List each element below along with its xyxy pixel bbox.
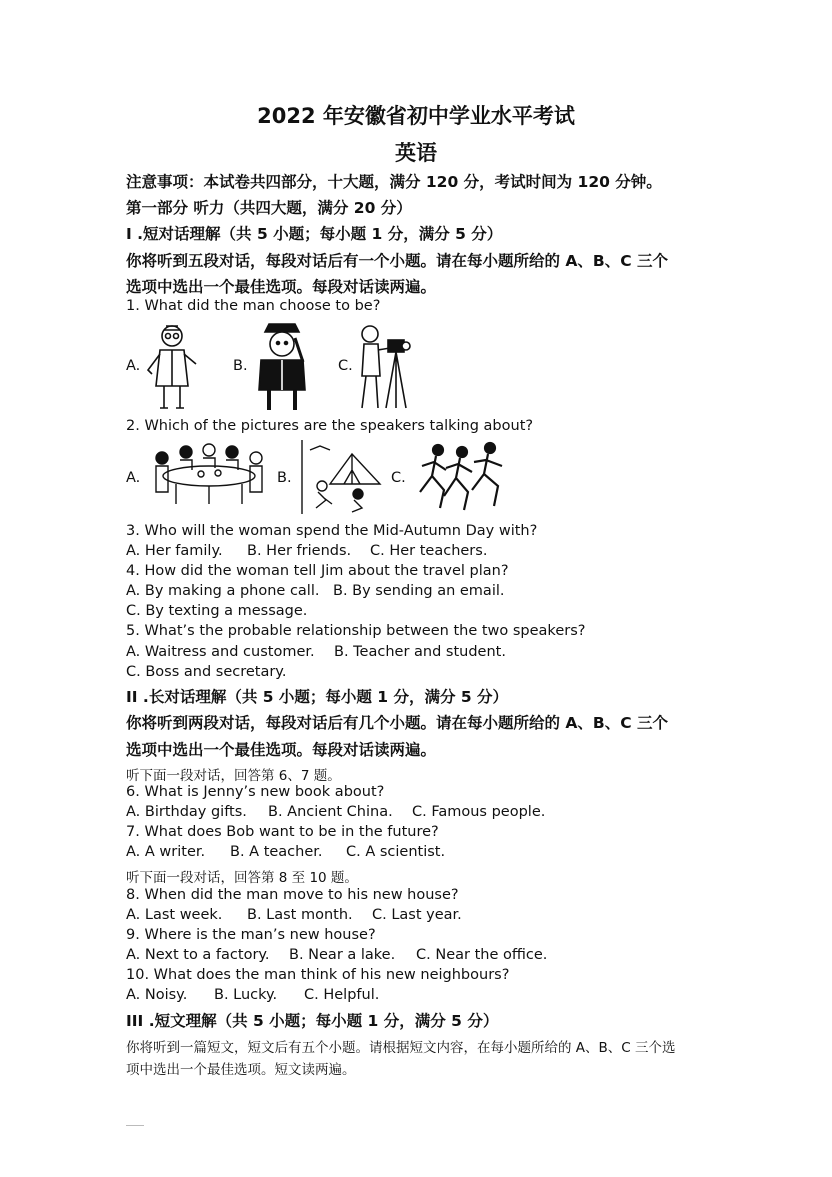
section1-heading: I .短对话理解（共 5 小题；每小题 1 分，满分 5 分） — [126, 225, 503, 243]
question-6: 6. What is Jenny’s new book about? — [126, 784, 385, 800]
section1-instruction-2: 选项中选出一个最佳选项。每段对话读两遍。 — [126, 278, 437, 296]
option-b[interactable]: B. A teacher. — [230, 844, 323, 860]
question-1: 1. What did the man choose to be? — [126, 298, 381, 314]
option-c[interactable]: C. Last year. — [372, 907, 462, 923]
option-b[interactable]: B. Ancient China. — [268, 804, 393, 820]
option-b[interactable]: B. Teacher and student. — [334, 644, 506, 660]
option-b[interactable]: B. By sending an email. — [333, 583, 505, 599]
question-1-pictures — [126, 320, 686, 410]
section3-heading: III .短文理解（共 5 小题；每小题 1 分，满分 5 分） — [126, 1012, 499, 1030]
option-b[interactable]: B. Near a lake. — [289, 947, 396, 963]
option-c[interactable]: C. Helpful. — [304, 987, 380, 1003]
option-label: B. — [233, 358, 248, 374]
section2-lead-1: 听下面一段对话，回答第 6、7 题。 — [126, 768, 341, 784]
question-3: 3. Who will the woman spend the Mid-Autumn Day with? — [126, 523, 538, 539]
option-a[interactable]: A. By making a phone call. — [126, 583, 320, 599]
cameraman-icon — [354, 320, 414, 412]
question-2-pictures — [126, 440, 686, 530]
family-dinner-icon — [146, 442, 272, 508]
question-4: 4. How did the woman tell Jim about the travel plan? — [126, 563, 509, 579]
option-c[interactable]: C. A scientist. — [346, 844, 446, 860]
notice-text: 注意事项：本试卷共四部分，十大题，满分 120 分，考试时间为 120 分钟。 — [126, 173, 662, 191]
option-label: B. — [277, 470, 292, 486]
question-9: 9. Where is the man’s new house? — [126, 927, 376, 943]
runners-icon — [414, 440, 514, 516]
subject-title: 英语 — [395, 141, 437, 165]
option-a[interactable]: A. Birthday gifts. — [126, 804, 247, 820]
section2-lead-2: 听下面一段对话，回答第 8 至 10 题。 — [126, 870, 358, 886]
option-c[interactable]: C. Boss and secretary. — [126, 664, 287, 680]
option-b[interactable]: B. Last month. — [247, 907, 353, 923]
question-5: 5. What’s the probable relationship between the two speakers? — [126, 623, 586, 639]
divider — [126, 1125, 144, 1126]
doctor-icon — [142, 320, 202, 412]
option-label: C. — [391, 470, 406, 486]
option-c[interactable]: C. Famous people. — [412, 804, 546, 820]
option-c[interactable]: C. By texting a message. — [126, 603, 308, 619]
option-c[interactable]: C. Her teachers. — [370, 543, 488, 559]
section3-instruction-1: 你将听到一篇短文，短文后有五个小题。请根据短文内容，在每小题所给的 A、B、C 三个选 — [126, 1040, 676, 1056]
option-a[interactable]: A. Her family. — [126, 543, 223, 559]
question-8: 8. When did the man move to his new house? — [126, 887, 459, 903]
question-2: 2. Which of the pictures are the speakers talking about? — [126, 418, 534, 434]
option-a[interactable]: A. Next to a factory. — [126, 947, 270, 963]
option-a[interactable]: A. Last week. — [126, 907, 223, 923]
exam-title: 2022 年安徽省初中学业水平考试 — [257, 104, 575, 128]
camping-tent-icon — [300, 440, 392, 514]
option-a[interactable]: A. Noisy. — [126, 987, 188, 1003]
option-a[interactable]: A. Waitress and customer. — [126, 644, 315, 660]
option-label: A. — [126, 470, 141, 486]
section2-instruction-1: 你将听到两段对话，每段对话后有几个小题。请在每小题所给的 A、B、C 三个 — [126, 714, 668, 732]
option-label: A. — [126, 358, 141, 374]
section3-instruction-2: 项中选出一个最佳选项。短文读两遍。 — [126, 1062, 356, 1078]
question-10: 10. What does the man think of his new neighbours? — [126, 967, 510, 983]
option-c[interactable]: C. Near the office. — [416, 947, 548, 963]
section1-instruction-1: 你将听到五段对话，每段对话后有一个小题。请在每小题所给的 A、B、C 三个 — [126, 252, 668, 270]
option-label: C. — [338, 358, 353, 374]
section2-instruction-2: 选项中选出一个最佳选项。每段对话读两遍。 — [126, 741, 437, 759]
policeman-icon — [251, 320, 313, 412]
option-a[interactable]: A. A writer. — [126, 844, 206, 860]
part1-heading: 第一部分 听力（共四大题，满分 20 分） — [126, 199, 412, 217]
option-b[interactable]: B. Lucky. — [214, 987, 278, 1003]
question-7: 7. What does Bob want to be in the future? — [126, 824, 439, 840]
section2-heading: II .长对话理解（共 5 小题；每小题 1 分，满分 5 分） — [126, 688, 509, 706]
option-b[interactable]: B. Her friends. — [247, 543, 352, 559]
